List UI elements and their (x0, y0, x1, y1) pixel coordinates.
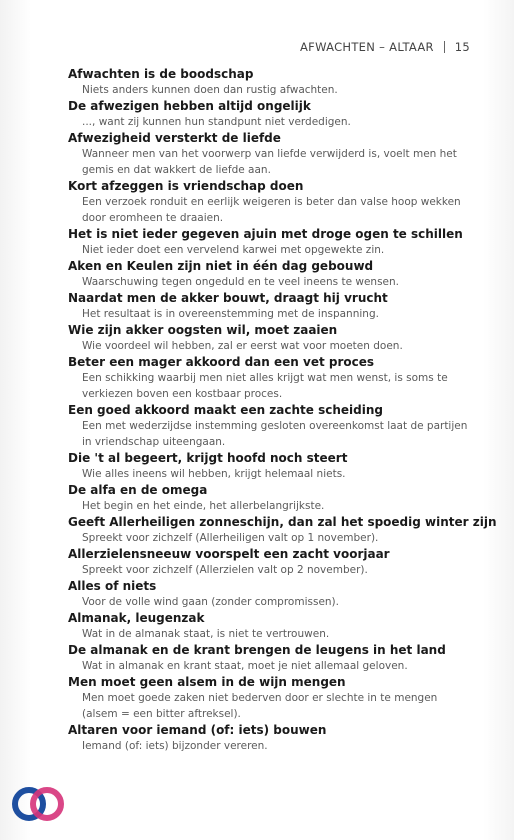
entry-term: Afwachten is de boodschap (68, 67, 254, 81)
bol-logo-ring-pink (33, 790, 61, 818)
entry-explanation: Een met wederzijdse instemming gesloten overeenkomst laat de partijen in vriendschap uiteengaan. (82, 420, 468, 448)
entry-term: Almanak, leugenzak (68, 611, 205, 625)
list-item (68, 98, 468, 130)
entry-explanation: Een verzoek ronduit en eerlijk weigeren is beter dan valse hoop wekken door eromheen te draaien. (82, 196, 461, 224)
page-number: 15 (454, 40, 470, 54)
list-item (68, 674, 468, 722)
entry-explanation: Een schikking waarbij men niet alles krijgt wat men wenst, is soms te verkiezen boven een kostbaar proces. (82, 372, 448, 400)
entry-term: Afwezigheid versterkt de liefde (68, 131, 281, 145)
entry-explanation: Men moet goede zaken niet bederven door er slechte in te mengen (alsem = een bitter aftreksel). (82, 692, 438, 720)
entry-explanation: Iemand (of: iets) bijzonder vereren. (82, 740, 268, 752)
list-item (68, 290, 468, 322)
list-item (68, 178, 468, 226)
list-item (68, 322, 468, 354)
running-header (300, 40, 470, 54)
entry-explanation: Spreekt voor zichzelf (Allerzielen valt op 2 november). (82, 564, 368, 576)
entry-list (68, 66, 497, 754)
entry-explanation: Wat in de almanak staat, is niet te vertrouwen. (82, 628, 330, 640)
entry-term: Een goed akkoord maakt een zachte scheiding (68, 403, 383, 417)
entry-term: Allerzielensneeuw voorspelt een zacht voorjaar (68, 547, 390, 561)
header-section-start: AFWACHTEN (299, 40, 376, 54)
entry-explanation: Wie voordeel wil hebben, zal er eerst wat voor moeten doen. (82, 340, 403, 352)
list-item (68, 354, 468, 402)
list-item (68, 450, 468, 482)
list-item (68, 482, 468, 514)
entry-explanation: Niet ieder doet een vervelend karwei met opgewekte zin. (82, 244, 385, 256)
list-item (68, 722, 468, 754)
list-item (68, 226, 468, 258)
entry-term: Men moet geen alsem in de wijn mengen (68, 675, 346, 689)
entry-term: Die 't al begeert, krijgt hoofd noch steert (68, 451, 348, 465)
bol-logo-icon (8, 774, 68, 834)
entry-explanation: Waarschuwing tegen ongeduld en te veel ineens te wensen. (82, 276, 399, 288)
entry-term: De almanak en de krant brengen de leugens in het land (68, 643, 446, 657)
entry-explanation: Wanneer men van het voorwerp van liefde verwijderd is, voelt men het gemis en dat wakkert de liefde aan. (82, 148, 457, 176)
entry-term: Kort afzeggen is vriendschap doen (68, 179, 304, 193)
list-item (68, 514, 497, 546)
header-separator (444, 41, 445, 53)
entry-explanation: Niets anders kunnen doen dan rustig afwachten. (82, 84, 338, 96)
header-section-end: ALTAAR (389, 40, 434, 54)
entry-explanation: Het resultaat is in overeenstemming met de inspanning. (82, 308, 379, 320)
entry-term: Aken en Keulen zijn niet in één dag gebouwd (68, 259, 374, 273)
entry-term: Alles of niets (68, 579, 157, 593)
list-item (68, 642, 468, 674)
list-item (68, 66, 468, 98)
header-dash: – (379, 40, 386, 54)
entry-explanation: Wat in almanak en krant staat, moet je niet allemaal geloven. (82, 660, 408, 672)
entry-explanation: Voor de volle wind gaan (zonder compromissen). (82, 596, 339, 608)
entry-explanation: ..., want zij kunnen hun standpunt niet verdedigen. (82, 116, 351, 128)
entry-term: Beter een mager akkoord dan een vet proces (68, 355, 375, 369)
entry-explanation: Het begin en het einde, het allerbelangrijkste. (82, 500, 325, 512)
entry-term: Altaren voor iemand (of: iets) bouwen (68, 723, 327, 737)
entry-term: De afwezigen hebben altijd ongelijk (68, 99, 311, 113)
list-item (68, 546, 468, 578)
entry-term: Geeft Allerheiligen zonneschijn, dan zal het spoedig winter zijn (68, 515, 497, 529)
list-item (68, 402, 468, 450)
list-item (68, 130, 468, 178)
entry-term: Het is niet ieder gegeven ajuin met droge ogen te schillen (68, 227, 463, 241)
entry-term: Naardat men de akker bouwt, draagt hij vrucht (68, 291, 388, 305)
entry-explanation: Spreekt voor zichzelf (Allerheiligen valt op 1 november). (82, 532, 379, 544)
entry-explanation: Wie alles ineens wil hebben, krijgt helemaal niets. (82, 468, 346, 480)
entry-term: Wie zijn akker oogsten wil, moet zaaien (68, 323, 338, 337)
entry-term: De alfa en de omega (68, 483, 208, 497)
list-item (68, 610, 468, 642)
list-item (68, 258, 468, 290)
list-item (68, 578, 468, 610)
